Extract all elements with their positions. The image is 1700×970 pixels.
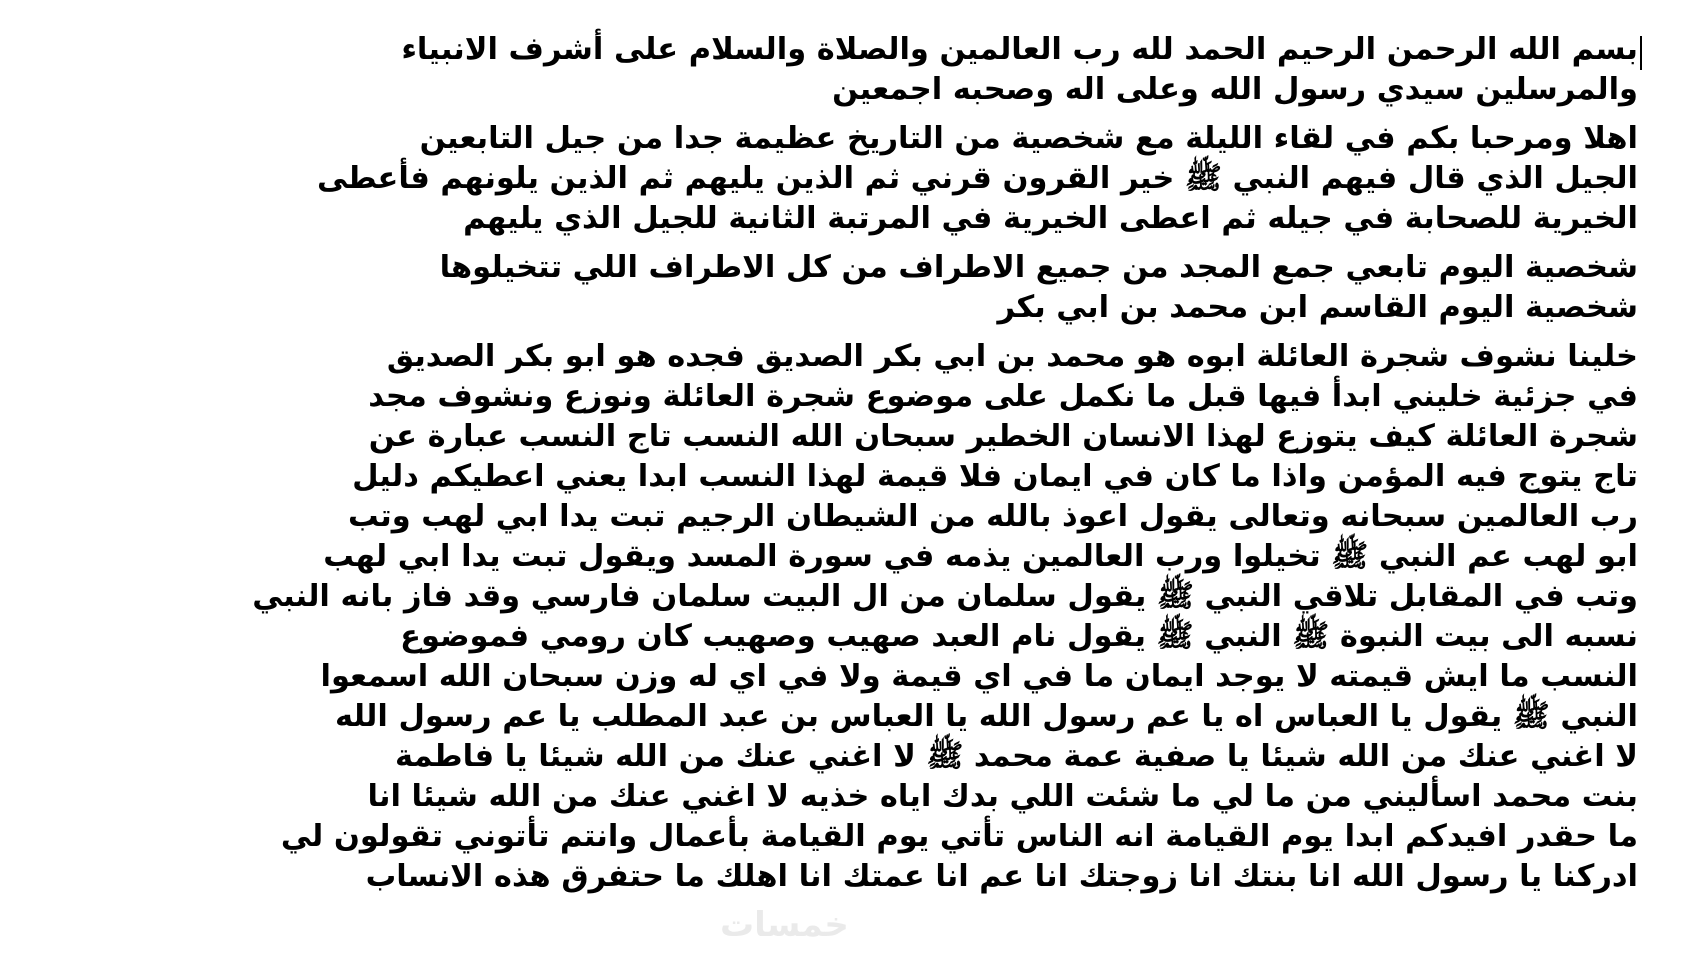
text-line: ابو لهب عم النبي ﷺ تخيلوا ورب العالمين يذمه في سورة المسد ويقول تبت يدا ابي لهب [323,539,1638,574]
text-line: وتب في المقابل تلاقي النبي ﷺ يقول سلمان من ال البيت سلمان فارسي وقد فاز بانه النبي [252,579,1638,614]
text-line: والمرسلين سيدي رسول الله وعلى اله وصحبه اجمعين [832,72,1638,107]
text-line: شخصية اليوم تابعي جمع المجد من جميع الاطراف من كل الاطراف اللي تتخيلوها [439,250,1638,285]
text-line: اهلا ومرحبا بكم في لقاء الليلة مع شخصية من التاريخ عظيمة جدا من جيل التابعين [419,121,1638,156]
text-line: النسب ما ايش قيمته لا يوجد ايمان ما في اي قيمة ولا في اي له وزن سبحان الله اسمعوا [320,659,1638,694]
text-cursor [1640,36,1642,70]
text-line: الجيل الذي قال فيهم النبي ﷺ خير القرون قرني ثم الذين يليهم ثم الذين يلونهم فأعطى [316,161,1638,196]
document-body[interactable] [48,30,1638,906]
text-line: بسم الله الرحمن الرحيم الحمد لله رب العالمين والصلاة والسلام على أشرف الانبياء [401,32,1638,67]
text-line: رب العالمين سبحانه وتعالى يقول اعوذ بالله من الشيطان الرجيم تبت يدا ابي لهب وتب [347,499,1638,534]
paragraph-todays-figure [48,248,1638,328]
text-line: ما حقدر افيدكم ابدا يوم القيامة انه الناس تأتي يوم القيامة بأعمال وانتم تأتوني تقولون لي [280,819,1638,854]
paragraph-welcome [48,119,1638,239]
text-line: خلينا نشوف شجرة العائلة ابوه هو محمد بن ابي بكر الصديق فجده هو ابو بكر الصديق [386,339,1638,374]
text-line: النبي ﷺ يقول يا العباس اه يا عم رسول الله يا العباس بن عبد المطلب يا عم رسول الله [334,699,1638,734]
text-line: بنت محمد اسأليني من ما لي ما شئت اللي بدك اياه خذيه لا اغني عنك من الله شيئا انا [367,779,1638,814]
text-line: الخيرية للصحابة في جيله ثم اعطى الخيرية في المرتبة الثانية للجيل الذي يليهم [463,201,1638,236]
text-line: شجرة العائلة كيف يتوزع لهذا الانسان الخطير سبحان الله النسب تاج النسب عبارة عن [368,419,1638,454]
paragraph-opening-prayer [48,30,1638,110]
text-line: لا اغني عنك من الله شيئا يا صفية عمة محمد ﷺ لا اغني عنك من الله شيئا يا فاطمة [394,739,1638,774]
watermark-logo: خمسات [720,905,849,945]
text-line: ادركنا يا رسول الله انا بنتك انا زوجتك انا عم انا عمتك انا اهلك ما حتفرق هذه الانساب [365,859,1638,894]
text-line: نسبه الى بيت النبوة ﷺ النبي ﷺ يقول نام العبد صهيب وصهيب كان رومي فموضوع [400,619,1638,654]
text-line: شخصية اليوم القاسم ابن محمد بن ابي بكر [997,290,1638,325]
paragraph-family-tree [48,337,1638,897]
text-line: في جزئية خليني ابدأ فيها قبل ما نكمل على موضوع شجرة العائلة ونوزع ونشوف مجد [368,379,1638,414]
text-line: تاج يتوج فيه المؤمن واذا ما كان في ايمان فلا قيمة لهذا النسب ابدا يعني اعطيكم دليل [352,459,1638,494]
